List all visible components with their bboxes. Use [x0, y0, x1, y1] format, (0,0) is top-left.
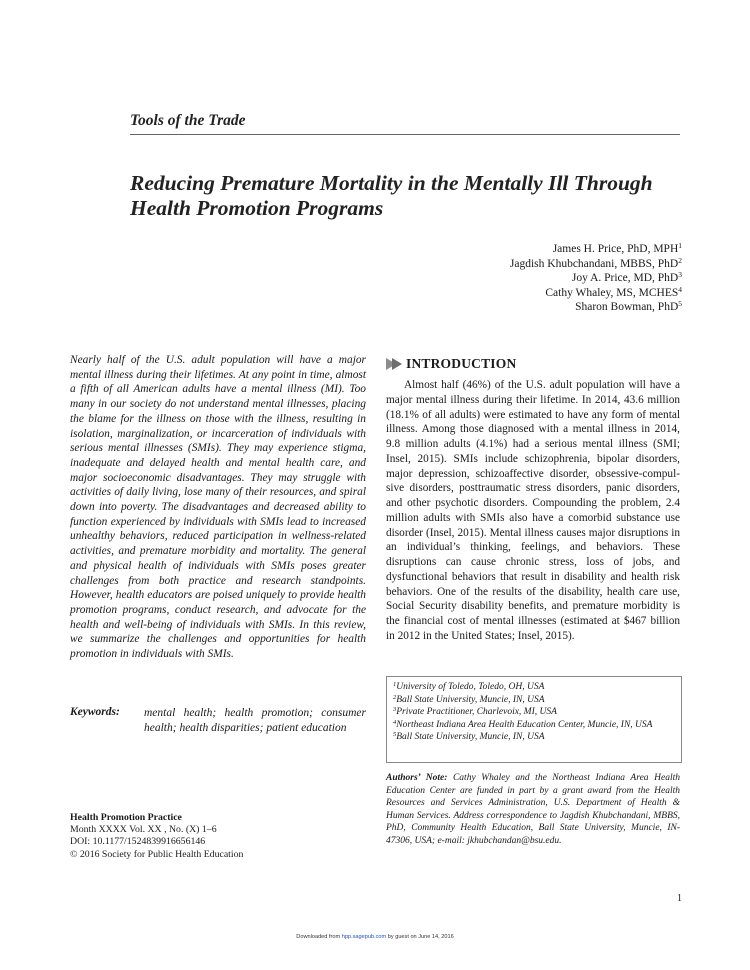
author-name: James H. Price, PhD, MPH	[552, 243, 679, 255]
affiliation-text: Private Practitioner, Charlevoix, MI, USA	[396, 707, 557, 718]
header-rule	[130, 134, 680, 135]
author-name: Cathy Whaley, MS, MCHES	[545, 286, 679, 299]
affiliation-item	[393, 719, 675, 732]
journal-copyright: © 2016 Society for Public Health Education	[70, 848, 244, 860]
download-link[interactable]: hpp.sagepub.com	[341, 934, 387, 940]
article-title: Reducing Premature Mortality in the Mentally Ill Through Health Promotion Programs	[130, 171, 653, 220]
affiliation-text: Northeast Indiana Area Health Education Center, Muncie, IN, USA	[396, 719, 653, 730]
authors-note	[386, 772, 680, 848]
journal-issue: Month XXXX Vol. XX , No. (X) 1–6	[70, 824, 217, 836]
author-name: Sharon Bowman, PhD	[575, 301, 679, 314]
author-affiliation-mark: 1	[678, 241, 682, 250]
author-name: Joy A. Price, MD, PhD	[571, 272, 679, 285]
affiliation-text: Ball State University, Muncie, IN, USA	[396, 694, 545, 705]
affiliation-item	[393, 681, 675, 694]
authors-note-text: Cathy Whaley and the Northeast Indiana Area Health Education Center are funded in part by a grant award from the Health Resources and Services Administration, U.S. Department of Health & Human Services. Address correspondence to Jagdish Khubchandani, MBBS, PhD, Community Health Education, Ball State University, Muncie, IN-47306, USA; e-mail: jkhubchandan@bsu.edu.	[386, 773, 680, 846]
author-affiliation-mark: 2	[678, 255, 682, 265]
abstract: Nearly half of the U.S. adult population will have a major mental illness during their lifetimes. At any point in time, almost a fifth of all American adults have a mental illness (MI). Too many in our society do not understand mental illnesses, placing the blame for the illness on those with the illness, resulting in isolation, marginalization, or incarceration of individuals with serious mental illnesses (SMIs). They may experience stigma, inadequate and delayed health and mental health care, and major socioeconomic disadvantages. They may struggle with activities of daily living, lose many of their resources, and spiral down into poverty. The disadvantages and decreased ability to function experienced by individuals with SMIs lead to increased unhealthy behaviors, reduced participation in wellness-related activities, and premature morbidity and mortality. The general and physical health of individuals with SMIs poses greater challenges from both practice and research standpoints. However, health educators are poised uniquely to provide health promotion programs, conduct research, and advocate for the health and well-being of individuals with SMIs. In this review, we summarize the challenges and opportunities for health promotion in individuals with SMIs.	[70, 354, 366, 661]
journal-name: Health Promotion Practice	[70, 812, 182, 823]
author-affiliation-mark: 3	[678, 270, 682, 280]
author-line	[510, 300, 682, 315]
affiliation-item	[393, 731, 675, 744]
affiliation-mark: 2	[393, 693, 397, 701]
affiliation-item	[393, 706, 675, 719]
journal-doi: DOI: 10.1177/1524839916656146	[70, 836, 206, 848]
affiliations-box	[386, 676, 682, 763]
author-line	[510, 242, 682, 257]
affiliation-mark: 5	[393, 731, 397, 739]
introduction-body: Almost half (46%) of the U.S. adult population will have a major mental illness during their lifetime. In 2014, 43.6 million (18.1% of all adults) were estimated to have any form of mental illness. Among those diagnosed with a mental illness in 2014, 9.8 million adults (4.1%) had a serious mental illness (SMI; Insel, 2015). SMIs include schizophrenia, bipolar disorders, major depression, schizoaffective disorder, obsessive-compulsive disorders, posttraumatic stress disorders, panic disorders, and other psychotic disorders. Compounding the problem, 2.4 million adults with SMIs also have a comorbid substance use disorder (Insel, 2015). Mental illness causes major disruptions in an individual’s thinking, feelings, and behaviors. These disruptions can cause chronic stress, loss of jobs, and dysfunctional behaviors that result in disability and health risk behaviors. One of the results of the disability, health care use, Social Security disability benefits, and premature morbidity is the financial cost of mental illnesses (estimated at $467 billion in 2012 in the United States; Insel, 2015).	[386, 379, 680, 642]
journal-info	[70, 812, 243, 861]
author-affiliation-mark: 4	[678, 284, 682, 294]
section-label: Tools of the Trade	[130, 112, 246, 129]
keywords-text: mental health; health promotion; consumer health; health disparities; patient education	[144, 707, 366, 734]
download-notice	[0, 934, 750, 940]
download-prefix: Downloaded from	[296, 934, 341, 940]
keywords-label: Keywords:	[70, 706, 120, 718]
author-list	[510, 242, 682, 315]
affiliation-item	[393, 694, 675, 707]
right-triangle-arrow-icon	[386, 357, 404, 371]
author-name: Jagdish Khubchandani, MBBS, PhD	[509, 257, 679, 270]
author-line	[510, 286, 682, 301]
affiliation-text: Ball State University, Muncie, IN, USA	[396, 732, 545, 743]
authors-note-label: Authors’ Note:	[386, 773, 448, 783]
download-suffix: by guest on June 14, 2016	[387, 934, 454, 940]
author-affiliation-mark: 5	[678, 299, 682, 309]
affiliation-mark: 3	[393, 706, 397, 714]
author-line	[510, 257, 682, 272]
affiliation-text: University of Toledo, Toledo, OH, USA	[396, 682, 545, 692]
introduction-heading-text: INTRODUCTION	[406, 356, 517, 371]
affiliation-mark: 1	[393, 681, 397, 688]
page-number: 1	[677, 893, 682, 904]
introduction-heading	[386, 356, 516, 372]
affiliation-mark: 4	[393, 718, 397, 726]
author-line	[510, 271, 682, 286]
